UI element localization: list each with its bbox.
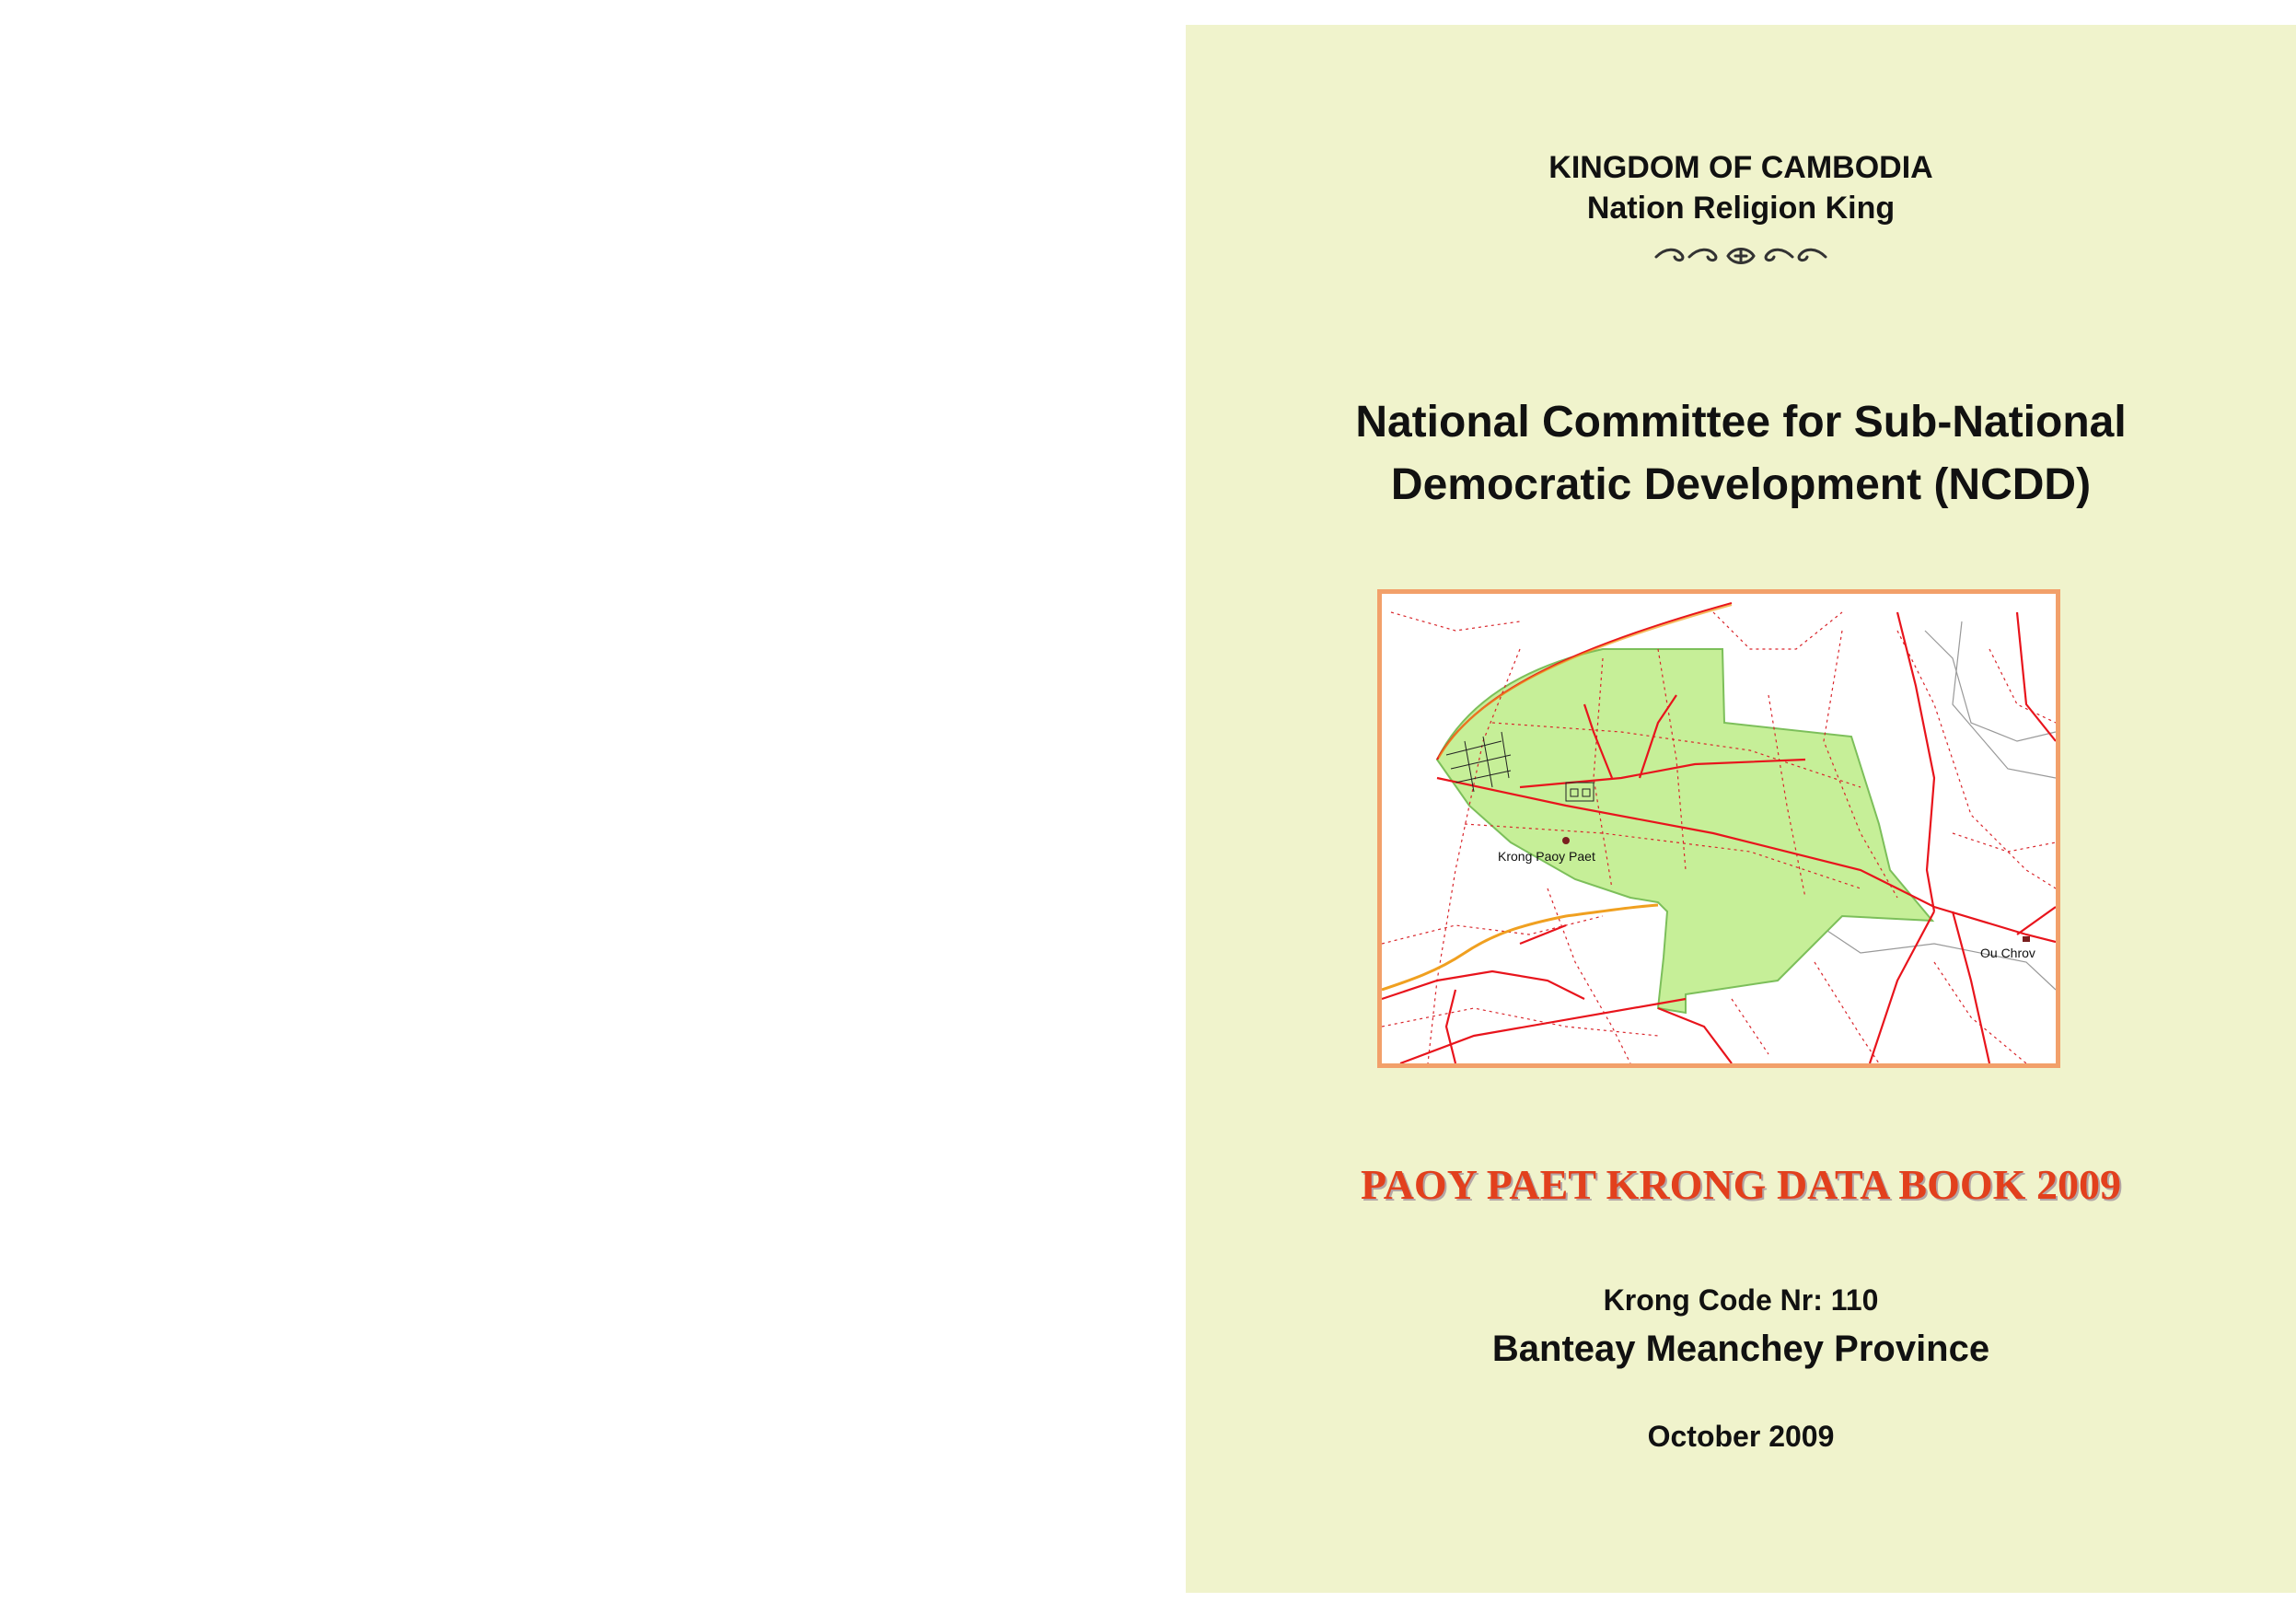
krong-code: Krong Code Nr: 110 xyxy=(1603,1283,1879,1317)
national-motto: Nation Religion King xyxy=(1586,191,1896,226)
book-cover xyxy=(1186,25,2296,1593)
map-label-ou-chrov: Ou Chrov xyxy=(1980,946,2035,960)
decorative-flourish-icon xyxy=(1186,244,2296,273)
ou-chrov-marker xyxy=(2023,936,2030,942)
map-river xyxy=(1382,905,1658,990)
kingdom-title: KINGDOM OF CAMBODIA xyxy=(1548,150,1933,185)
committee-line-1: National Committee for Sub-National xyxy=(1355,398,2127,447)
book-title: PAOY PAET KRONG DATA BOOK 2009 xyxy=(1361,1161,2121,1208)
committee-name xyxy=(1186,391,2296,517)
paoy-paet-marker xyxy=(1562,837,1570,844)
krong-map xyxy=(1377,589,2060,1068)
krong-territory xyxy=(1437,649,1932,1013)
committee-line-2: Democratic Development (NCDD) xyxy=(1390,460,2092,509)
publication-date: October 2009 xyxy=(1647,1420,1835,1453)
province-name: Banteay Meanchey Province xyxy=(1491,1329,1990,1369)
map-label-krong-paoy-paet: Krong Paoy Paet xyxy=(1498,849,1595,864)
